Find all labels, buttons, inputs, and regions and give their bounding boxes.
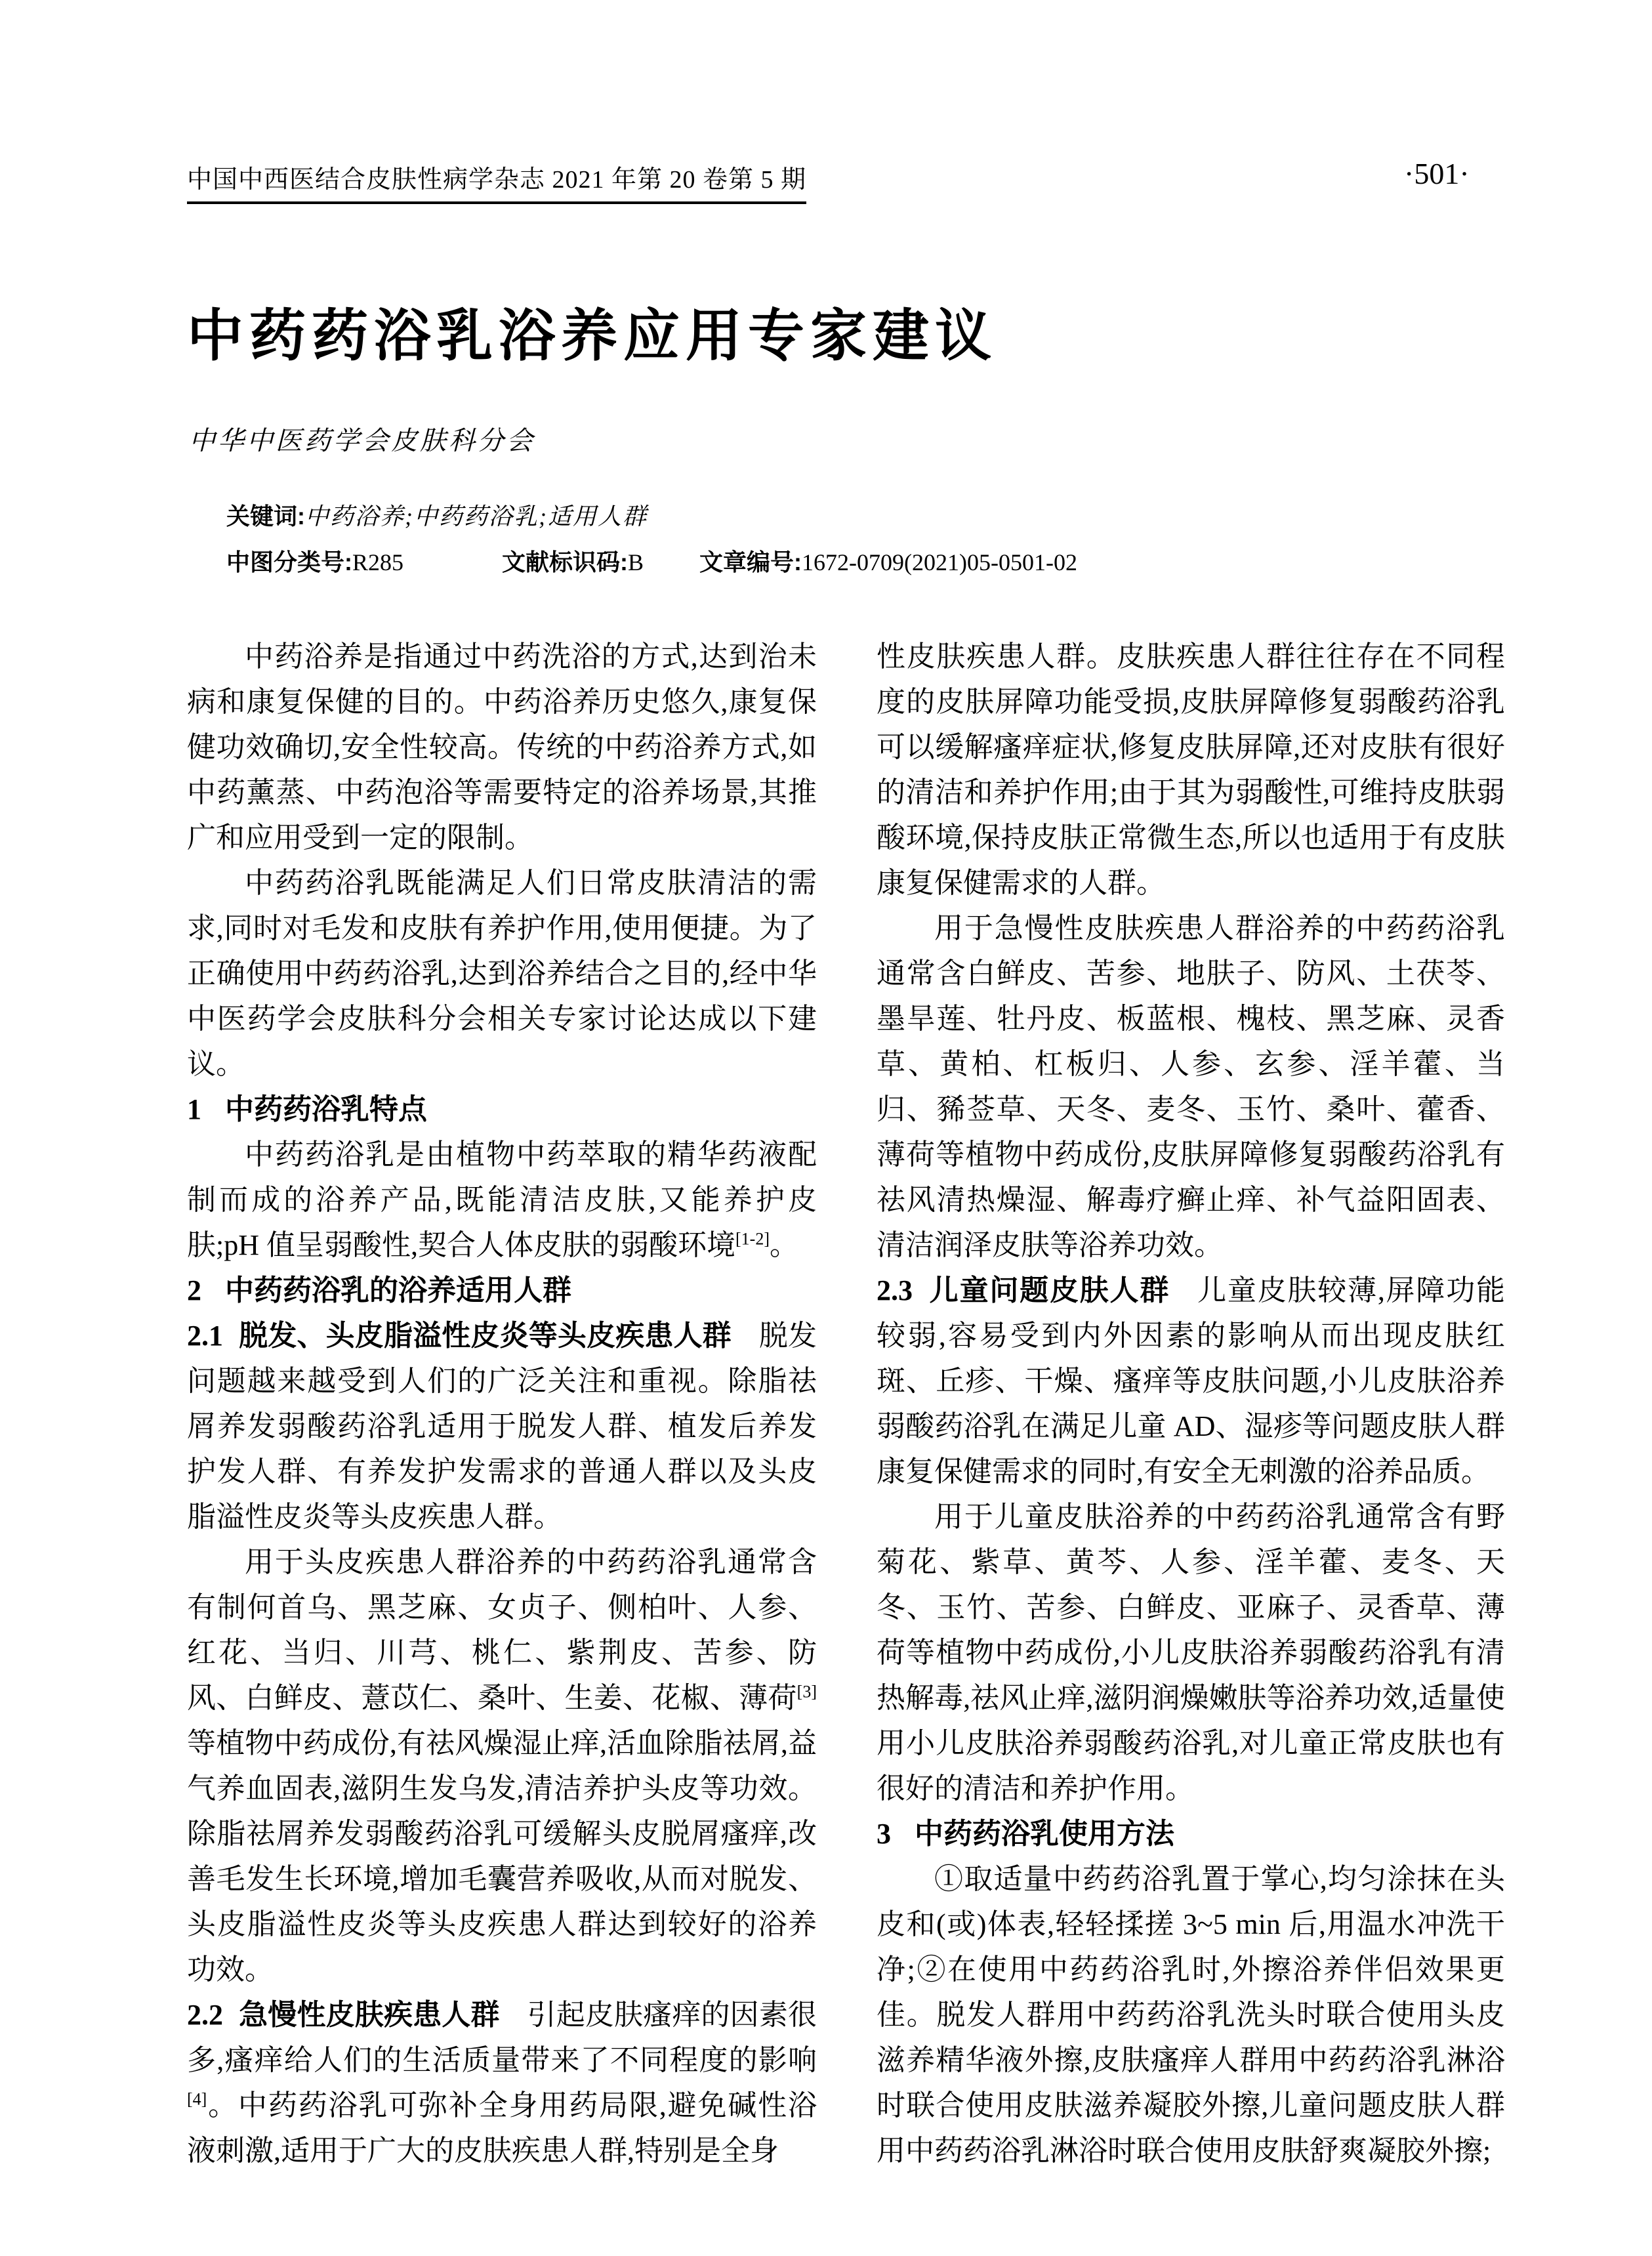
subsection-number: 2.1 (187, 1320, 223, 1352)
classification-line (226, 539, 1077, 585)
paragraph (877, 1494, 1505, 1811)
paragraph (187, 860, 817, 1087)
paragraph-text: 用于头皮疾患人群浴养的中药药浴乳通常含有制何首乌、黑芝麻、女贞子、侧柏叶、人参、红花、当归、川芎、桃仁、紫荆皮、苦参、防风、白鲜皮、薏苡仁、桑叶、生姜、花椒、薄荷 (187, 1546, 817, 1714)
journal-running-head: 中国中西医结合皮肤性病学杂志 2021 年第 20 卷第 5 期 (187, 159, 806, 204)
paragraph (187, 1132, 817, 1268)
subsection-number: 2.2 (187, 1999, 223, 2031)
left-column (187, 634, 817, 2173)
doc-code-label: 文献标识码: (502, 549, 629, 575)
article-title: 中药药浴乳浴养应用专家建议 (187, 304, 997, 367)
paragraph-text: ①取适量中药药浴乳置于掌心,均匀涂抹在头皮和(或)体表,轻轻揉搓 3~5 min 后,用温水冲洗干净;②在使用中药药浴乳时,外擦浴养伴侣效果更佳。脱发人群用中药药浴乳洗头时联合使用头皮滋养精华液外擦,皮肤瘙痒人群用中药药浴乳淋浴时联合使用皮肤滋养凝胶外擦,儿童问题皮肤人群用中药药浴乳淋浴时联合使用皮肤舒爽凝胶外擦; (877, 1863, 1505, 2167)
paragraph-text: 。中药药浴乳可弥补全身用药局限,避免碱性浴液刺激,适用于广大的皮肤疾患人群,特别是全身 (187, 2089, 817, 2167)
paragraph-text: 中药浴养是指通过中药洗浴的方式,达到治未病和康复保健的目的。中药浴养历史悠久,康复保健功效确切,安全性较高。传统的中药浴养方式,如中药薰蒸、中药泡浴等需要特定的浴养场景,其推广和应用受到一定的限制。 (187, 640, 817, 854)
paragraph-continuation (877, 634, 1505, 906)
paragraph-text: 脱发问题越来越受到人们的广泛关注和重视。除脂祛屑养发弱酸药浴乳适用于脱发人群、植发后养发护发人群、有养发护发需求的普通人群以及头皮脂溢性皮炎等头皮疾患人群。 (187, 1320, 817, 1533)
section-heading (877, 1811, 1505, 1856)
subsection-title: 急慢性皮肤疾患人群 (239, 1999, 500, 2031)
paragraph-text: 用于儿童皮肤浴养的中药药浴乳通常含有野菊花、紫草、黄芩、人参、淫羊藿、麦冬、天冬、玉竹、苦参、白鲜皮、亚麻子、灵香草、薄荷等植物中药成份,小儿皮肤浴养弱酸药浴乳有清热解毒,祛风止痒,滋阴润燥嫩肤等浴养功效,适量使用小儿皮肤浴养弱酸药浴乳,对儿童正常皮肤也有很好的清洁和养护作用。 (877, 1501, 1505, 1805)
keywords-label: 关键词: (226, 503, 305, 530)
keywords-value: 中药浴养;中药药浴乳;适用人群 (305, 503, 648, 530)
section-heading (187, 1268, 817, 1313)
paragraph-text: 等植物中药成份,有祛风燥湿止痒,活血除脂祛屑,益气养血固表,滋阴生发乌发,清洁养护头皮等功效。除脂祛屑养发弱酸药浴乳可缓解头皮脱屑瘙痒,改善毛发生长环境,增加毛囊营养吸收,从而对脱发、头皮脂溢性皮炎等头皮疾患人群达到较好的浴养功效。 (187, 1727, 817, 1986)
paragraph (877, 906, 1505, 1268)
paragraph (187, 634, 817, 860)
clc-value: R285 (352, 549, 404, 575)
heading-title: 中药药浴乳的浴养适用人群 (225, 1274, 571, 1306)
keywords-line (226, 493, 1077, 539)
subsection-paragraph (877, 1268, 1505, 1494)
paragraph-text: 中药药浴乳是由植物中药萃取的精华药液配制而成的浴养产品,既能清洁皮肤,又能养护皮肤;pH 值呈弱酸性,契合人体皮肤的弱酸环境 (187, 1138, 817, 1261)
paragraph-text: 。 (769, 1229, 798, 1261)
paragraph (877, 1856, 1505, 2173)
article-meta (226, 493, 1077, 585)
right-column (877, 634, 1505, 2173)
heading-number: 3 (877, 1818, 891, 1850)
clc-label: 中图分类号: (226, 549, 352, 575)
paragraph-text: 性皮肤疾患人群。皮肤疾患人群往往存在不同程度的皮肤屏障功能受损,皮肤屏障修复弱酸药浴乳可以缓解瘙痒症状,修复皮肤屏障,还对皮肤有很好的清洁和养护作用;由于其为弱酸性,可维持皮肤弱酸环境,保持皮肤正常微生态,所以也适用于有皮肤康复保健需求的人群。 (877, 640, 1505, 899)
subsection-paragraph (187, 1992, 817, 2173)
reference-superscript: [3] (796, 1682, 817, 1702)
subsection-title: 儿童问题皮肤人群 (928, 1274, 1170, 1306)
doc-code-value: B (628, 549, 644, 575)
paragraph-text: 用于急慢性皮肤疾患人群浴养的中药药浴乳通常含白鲜皮、苦参、地肤子、防风、土茯苓、墨旱莲、牡丹皮、板蓝根、槐枝、黑芝麻、灵香草、黄柏、杠板归、人参、玄参、淫羊藿、当归、豨莶草、天冬、麦冬、玉竹、桑叶、藿香、薄荷等植物中药成份,皮肤屏障修复弱酸药浴乳有祛风清热燥湿、解毒疗癣止痒、补气益阳固表、清洁润泽皮肤等浴养功效。 (877, 912, 1505, 1261)
subsection-title: 脱发、头皮脂溢性皮炎等头皮疾患人群 (239, 1320, 732, 1352)
reference-superscript: [4] (187, 2089, 207, 2109)
subsection-paragraph (187, 1313, 817, 1539)
paragraph-text: 中药药浴乳既能满足人们日常皮肤清洁的需求,同时对毛发和皮肤有养护作用,使用便捷。为了正确使用中药药浴乳,达到浴养结合之目的,经中华中医药学会皮肤科分会相关专家讨论达成以下建议。 (187, 867, 817, 1080)
heading-title: 中药药浴乳使用方法 (915, 1818, 1174, 1850)
article-author: 中华中医药学会皮肤科分会 (189, 426, 535, 455)
doc-code-group (502, 549, 644, 575)
paragraph-text: 引起皮肤瘙痒的因素很多,瘙痒给人们的生活质量带来了不同程度的影响 (187, 1999, 817, 2076)
paragraph-text: 儿童皮肤较薄,屏障功能较弱,容易受到内外因素的影响从而出现皮肤红斑、丘疹、干燥、瘙痒等皮肤问题,小儿皮肤浴养弱酸药浴乳在满足儿童 AD、湿疹等问题皮肤人群康复保健需求的同时,有安全无刺激的浴养品质。 (877, 1274, 1506, 1488)
heading-number: 1 (187, 1093, 201, 1125)
heading-number: 2 (187, 1274, 201, 1306)
reference-superscript: [1-2] (735, 1229, 770, 1249)
article-id-group (699, 549, 1077, 575)
heading-title: 中药药浴乳特点 (225, 1093, 427, 1125)
section-heading (187, 1087, 817, 1132)
article-id-value: 1672-0709(2021)05-0501-02 (802, 549, 1077, 575)
clc-group (226, 549, 403, 575)
article-id-label: 文章编号: (699, 549, 802, 575)
page-number: ·501· (1404, 157, 1470, 190)
paragraph (187, 1539, 817, 1992)
subsection-number: 2.3 (877, 1274, 913, 1306)
